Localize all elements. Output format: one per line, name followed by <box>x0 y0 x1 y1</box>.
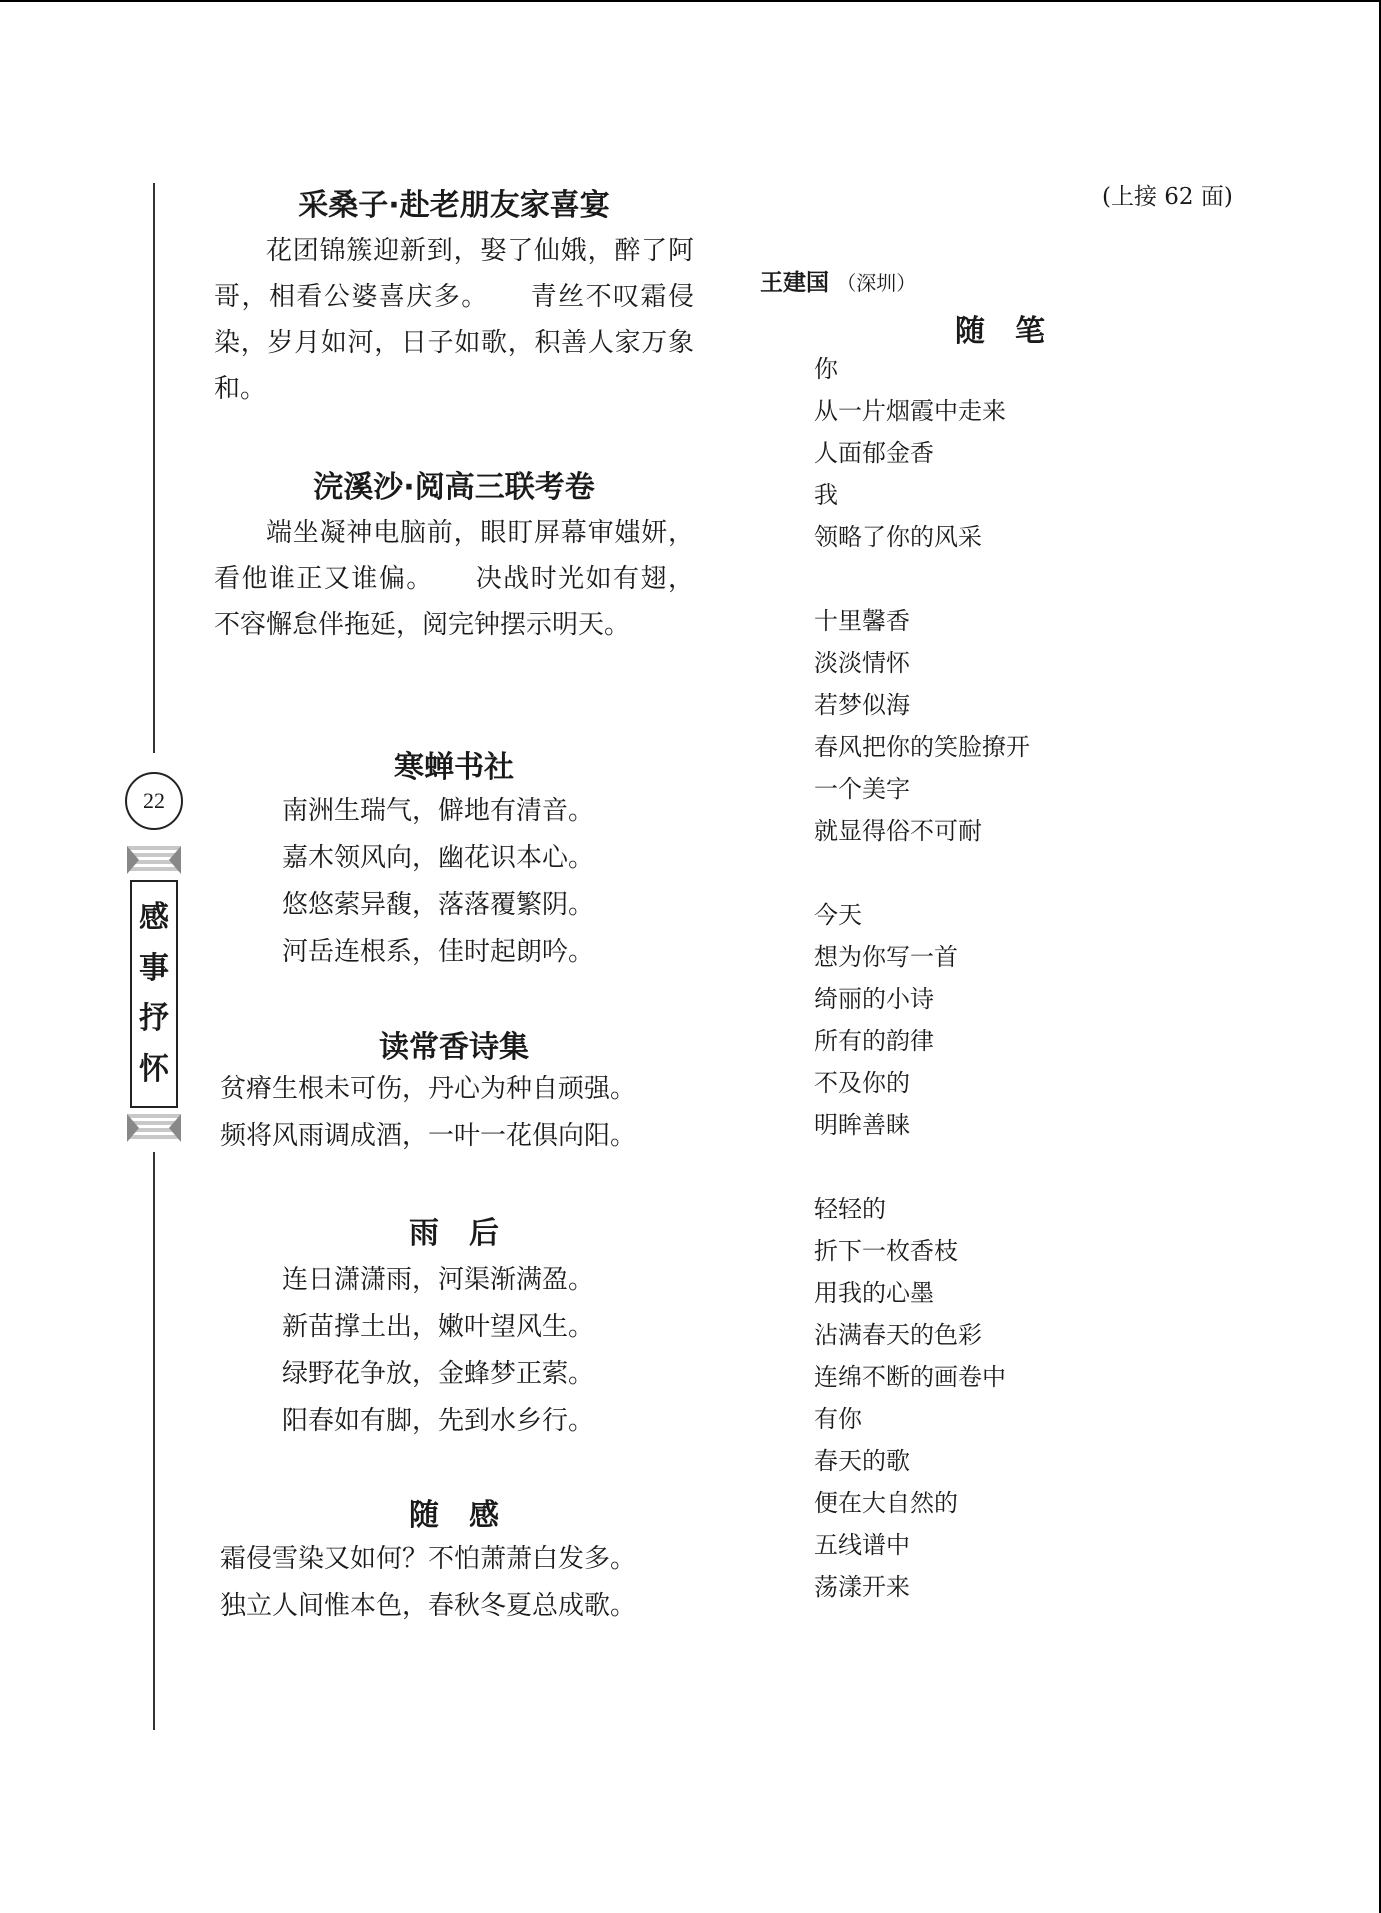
section-char: 事 <box>139 950 169 986</box>
stanza-break <box>814 852 1030 894</box>
poem-body <box>214 510 694 648</box>
margin-rule-lower <box>153 1152 155 1730</box>
banner-arrow-icon <box>169 846 181 874</box>
verse-line: 便在大自然的 <box>814 1489 958 1517</box>
verse-line: 春风把你的笑脸撩开 <box>814 733 1030 761</box>
section-char: 怀 <box>139 1052 169 1088</box>
verse-line: 荡漾开来 <box>814 1573 910 1601</box>
verse-line: 所有的韵律 <box>814 1027 934 1055</box>
verse-line: 若梦似海 <box>814 691 910 719</box>
stanza-break <box>814 1146 1030 1188</box>
verse-line: 不及你的 <box>814 1069 910 1097</box>
verse-line: 从一片烟霞中走来 <box>814 397 1006 425</box>
section-banner <box>127 846 181 1142</box>
poem-title: 随 感 <box>409 1498 499 1533</box>
verse-line: 悠悠萦异馥，落落覆繁阴。 <box>282 890 595 920</box>
poem-title: 采桑子·赴老朋友家喜宴 <box>298 188 610 223</box>
poem-title: 浣溪沙·阅高三联考卷 <box>313 470 595 505</box>
verse-line: 春天的歌 <box>814 1447 910 1475</box>
poem-body <box>282 1257 594 1445</box>
author-name: 王建国 <box>760 270 829 296</box>
verse-line: 南洲生瑞气，僻地有清音。 <box>282 796 595 826</box>
verse-line: 就显得俗不可耐 <box>814 817 982 845</box>
banner-arrow-icon <box>127 1114 139 1142</box>
verse-line: 淡淡情怀 <box>814 649 910 677</box>
verse-line: 用我的心墨 <box>814 1279 934 1307</box>
verse-line: 一个美字 <box>814 775 910 803</box>
section-label <box>130 880 178 1108</box>
poem-body <box>220 1066 636 1160</box>
section-char: 抒 <box>139 1001 169 1037</box>
poem-text: 端坐凝神电脑前，眼盯屏幕审媸妍，看他谁正又谁偏。 决战时光如有翅，不容懈怠伴拖延，阅完钟摆示明天。 <box>214 518 694 640</box>
poem-body <box>214 228 694 412</box>
verse-line: 贫瘠生根未可伤，丹心为种自顽强。 <box>220 1074 637 1104</box>
section-char: 感 <box>139 899 169 935</box>
margin-rule-upper <box>153 183 155 753</box>
top-border <box>0 0 1381 2</box>
author-line <box>760 264 916 297</box>
banner-stripes-top <box>127 846 181 874</box>
verse-line: 连日潇潇雨，河渠渐满盈。 <box>282 1265 595 1295</box>
continued-note: (上接 62 面) <box>1102 184 1233 210</box>
verse-line: 领略了你的风采 <box>814 523 982 551</box>
verse-line: 明眸善睐 <box>814 1111 910 1139</box>
poem-text: 花团锦簇迎新到，娶了仙娥，醉了阿哥，相看公婆喜庆多。 青丝不叹霜侵染，岁月如河，日子如歌，积善人家万象和。 <box>214 236 694 404</box>
verse-line: 想为你写一首 <box>814 943 958 971</box>
page-number: 22 <box>125 772 183 830</box>
verse-line: 新苗撑土出，嫩叶望风生。 <box>282 1312 595 1342</box>
poem-body <box>282 788 594 976</box>
verse-line: 有你 <box>814 1405 862 1433</box>
stanza-break <box>814 558 1030 600</box>
verse-line: 十里馨香 <box>814 607 910 635</box>
verse-line: 独立人间惟本色，春秋冬夏总成歌。 <box>220 1591 637 1621</box>
author-location: （深圳） <box>836 271 917 295</box>
poem-title: 随 笔 <box>955 314 1045 349</box>
verse-line: 今天 <box>814 901 862 929</box>
banner-arrow-icon <box>169 1114 181 1142</box>
verse-line: 连绵不断的画卷中 <box>814 1363 1006 1391</box>
verse-line: 沾满春天的色彩 <box>814 1321 982 1349</box>
verse-line: 霜侵雪染又如何？不怕萧萧白发多。 <box>220 1544 637 1574</box>
poem-title: 寒蝉书社 <box>394 750 514 785</box>
free-verse-body <box>814 348 1030 1608</box>
verse-line: 绮丽的小诗 <box>814 985 934 1013</box>
verse-line: 人面郁金香 <box>814 439 934 467</box>
verse-line: 折下一枚香枝 <box>814 1237 958 1265</box>
banner-stripes-bottom <box>127 1114 181 1142</box>
verse-line: 我 <box>814 481 838 509</box>
banner-arrow-icon <box>127 846 139 874</box>
verse-line: 轻轻的 <box>814 1195 886 1223</box>
verse-line: 频将风雨调成酒，一叶一花俱向阳。 <box>220 1121 637 1151</box>
verse-line: 你 <box>814 355 838 383</box>
poem-title: 读常香诗集 <box>379 1030 529 1065</box>
verse-line: 嘉木领风向，幽花识本心。 <box>282 843 595 873</box>
poem-body <box>220 1536 636 1630</box>
poem-title: 雨 后 <box>409 1216 499 1251</box>
verse-line: 五线谱中 <box>814 1531 910 1559</box>
verse-line: 阳春如有脚，先到水乡行。 <box>282 1406 595 1436</box>
verse-line: 绿野花争放，金蜂梦正萦。 <box>282 1359 595 1389</box>
verse-line: 河岳连根系，佳时起朗吟。 <box>282 937 595 967</box>
